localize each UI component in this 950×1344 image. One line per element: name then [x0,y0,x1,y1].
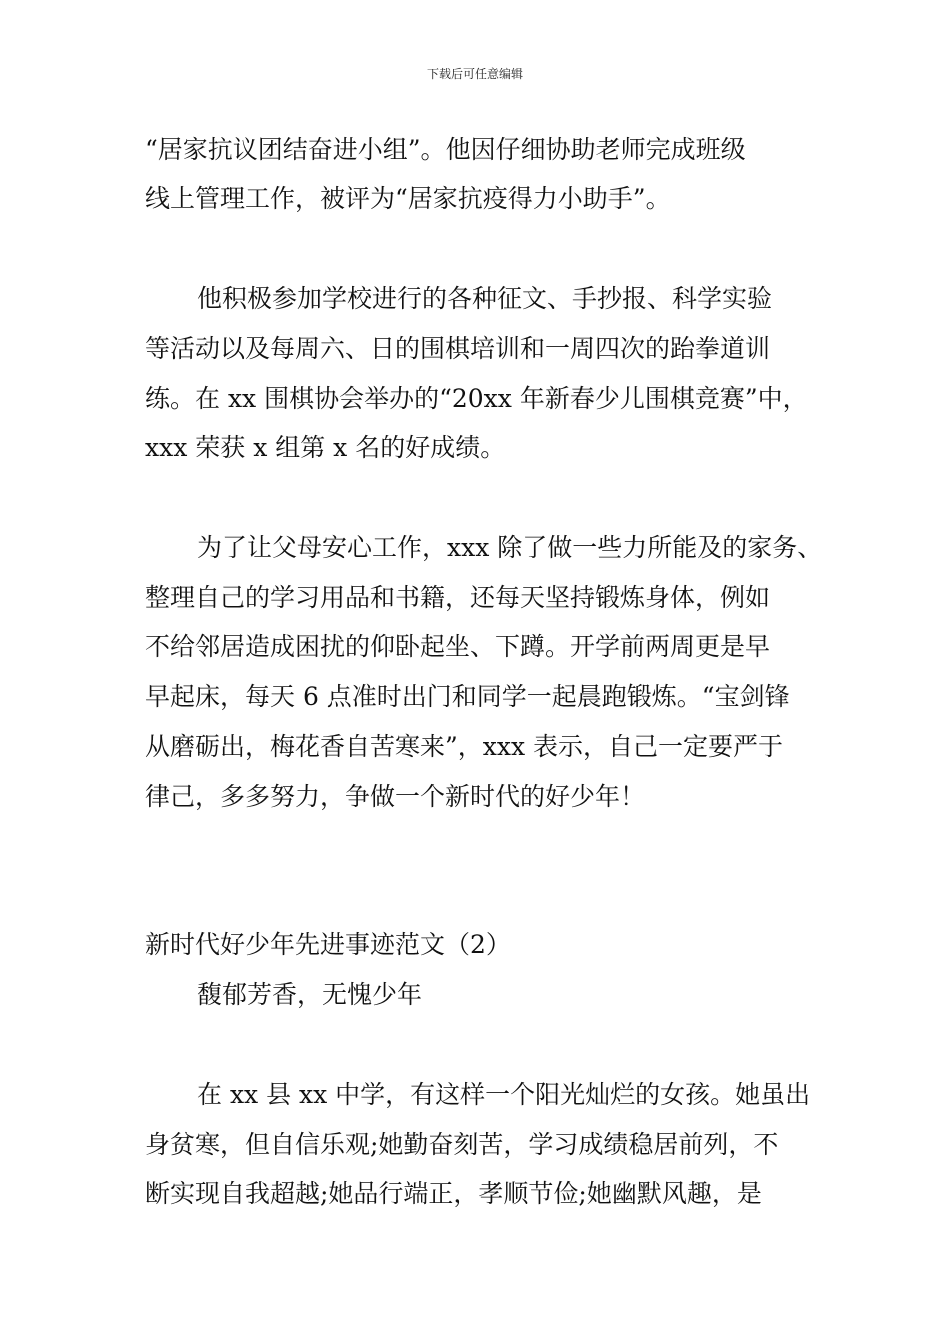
paragraph-2-line-4: xxx 荣获 x 组第 x 名的好成绩。 [145,433,506,462]
paragraph-3-line-4: 早起床，每天 6 点准时出门和同学一起晨跑锻炼。“宝剑锋 [145,682,790,711]
paragraph-3-line-6: 律己，多多努力，争做一个新时代的好少年！ [145,782,646,811]
paragraph-2-line-1: 他积极参加学校进行的各种征文、手抄报、科学实验 [197,284,773,313]
paragraph-4-line-1: 在 xx 县 xx 中学，有这样一个阳光灿烂的女孩。她虽出 [197,1080,811,1109]
paragraph-3-line-5: 从磨砺出，梅花香自苦寒来”，xxx 表示，自己一定要严于 [145,732,784,761]
paragraph-1-line-1: “居家抗议团结奋进小组”。他因仔细协助老师完成班级 [145,135,746,164]
paragraph-2-line-2: 等活动以及每周六、日的围棋培训和一周四次的跆拳道训 [145,334,771,363]
paragraph-3-line-2: 整理自己的学习用品和书籍，还每天坚持锻炼身体，例如 [145,583,771,612]
paragraph-3-line-1: 为了让父母安心工作，xxx 除了做一些力所能及的家务、 [197,533,823,562]
paragraph-4-line-2: 身贫寒，但自信乐观;她勤奋刻苦，学习成绩稳居前列，不 [145,1130,779,1159]
paragraph-2-line-3: 练。在 xx 围棋协会举办的“20xx 年新春少儿围棋竞赛”中， [145,384,808,413]
page-header: 下载后可任意编辑 [426,67,523,81]
section-2-title: 新时代好少年先进事迹范文（2） [145,930,511,959]
section-2-subtitle: 馥郁芳香，无愧少年 [197,980,423,1009]
paragraph-4-line-3: 断实现自我超越;她品行端正，孝顺节俭;她幽默风趣，是 [145,1179,762,1208]
paragraph-3-line-3: 不给邻居造成困扰的仰卧起坐、下蹲。开学前两周更是早 [145,632,771,661]
paragraph-1-line-2: 线上管理工作，被评为“居家抗疫得力小助手”。 [145,184,671,213]
